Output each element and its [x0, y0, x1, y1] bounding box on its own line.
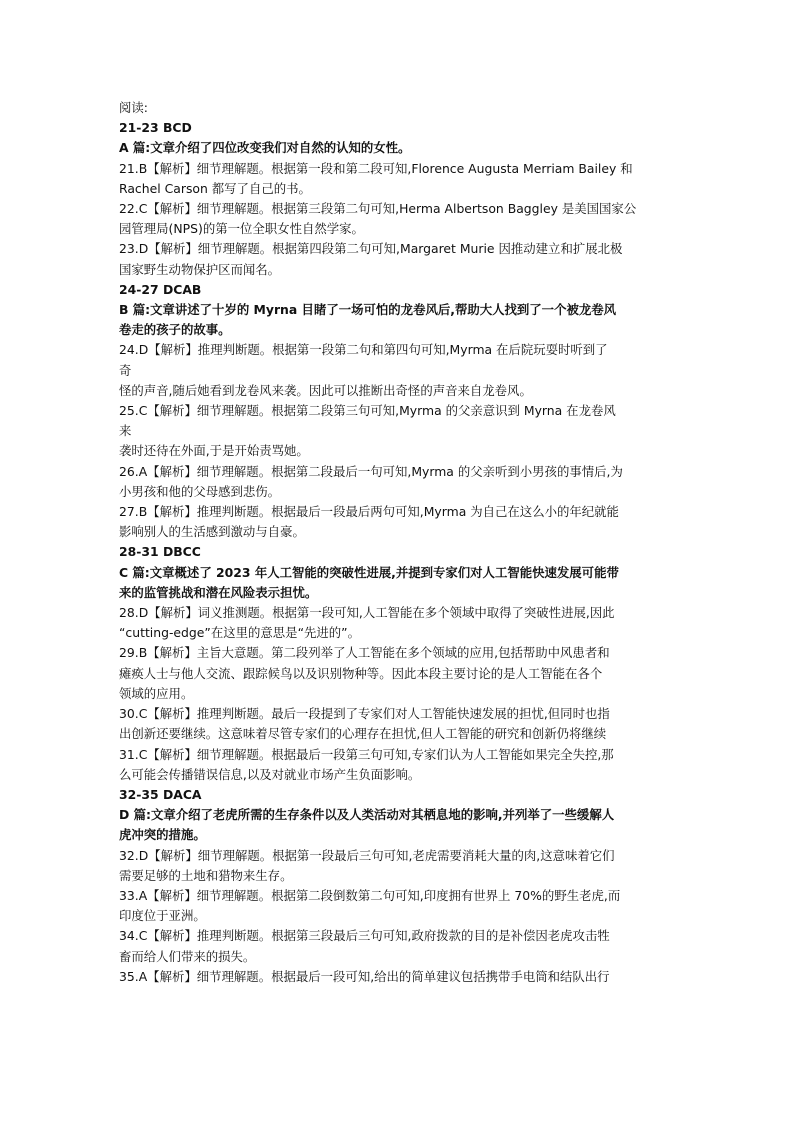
- text-line: 29.B【解析】主旨大意题。第二段列举了人工智能在多个领域的应用,包括帮助中风患者和: [119, 645, 610, 661]
- section-heading-line: 21-23 BCD: [119, 120, 192, 136]
- section-heading-line: 卷走的孩子的故事。: [119, 322, 231, 338]
- section-heading-line: A 篇:文章介绍了四位改变我们对自然的认知的女性。: [119, 140, 411, 156]
- text-line: 26.A【解析】细节理解题。根据第二段最后一句可知,Myrma 的父亲听到小男孩的事情后,为: [119, 463, 623, 479]
- section-heading-line: 来的监管挑战和潜在风险表示担忧。: [119, 584, 318, 600]
- text-line: 怪的声音,随后她看到龙卷风来袭。因此可以推断出奇怪的声音来自龙卷风。: [119, 382, 532, 398]
- section-heading-line: B 篇:文章讲述了十岁的 Myrna 目睹了一场可怕的龙卷风后,帮助大人找到了一个被龙卷风: [119, 302, 617, 318]
- text-line: 31.C【解析】细节理解题。根据最后一段第三句可知,专家们认为人工智能如果完全失控,那: [119, 746, 614, 762]
- text-line: 印度位于亚洲。: [119, 908, 206, 924]
- text-line: 阅读:: [119, 100, 148, 115]
- text-line: 22.C【解析】细节理解题。根据第三段第二句可知,Herma Albertson Baggley 是美国国家公: [119, 201, 637, 217]
- text-line: 出创新还要继续。这意味着尽管专家们的心理存在担忧,但人工智能的研究和创新仍将继续: [119, 726, 607, 742]
- answer-key-document: [119, 98, 679, 987]
- section-heading-line: D 篇:文章介绍了老虎所需的生存条件以及人类活动对其栖息地的影响,并列举了一些缓解人: [119, 807, 615, 823]
- text-line: 园管理局(NPS)的第一位全职女性自然学家。: [119, 221, 364, 237]
- text-line: 25.C【解析】细节理解题。根据第二段第三句可知,Myrma 的父亲意识到 Myrna 在龙卷风: [119, 403, 616, 419]
- section-heading-line: 24-27 DCAB: [119, 281, 202, 297]
- text-line: 33.A【解析】细节理解题。根据第二段倒数第二句可知,印度拥有世界上 70%的野生老虎,而: [119, 887, 621, 903]
- section-heading-line: C 篇:文章概述了 2023 年人工智能的突破性进展,并提到专家们对人工智能快速发展可能带: [119, 564, 619, 580]
- text-line: 领域的应用。: [119, 685, 194, 701]
- text-line: 奇: [119, 362, 132, 378]
- text-line: 畜而给人们带来的损失。: [119, 948, 256, 964]
- text-line: 影响别人的生活感到激动与自豪。: [119, 524, 305, 540]
- section-heading-line: 28-31 DBCC: [119, 544, 201, 560]
- section-heading-line: 虎冲突的措施。: [119, 827, 206, 843]
- text-line: 来: [119, 423, 132, 439]
- text-line: 么可能会传播错误信息,以及对就业市场产生负面影响。: [119, 766, 421, 782]
- text-line: 30.C【解析】推理判断题。最后一段提到了专家们对人工智能快速发展的担忧,但同时也指: [119, 706, 610, 722]
- text-line: 21.B【解析】细节理解题。根据第一段和第二段可知,Florence Augusta Merriam Bailey 和: [119, 160, 633, 176]
- text-line: 34.C【解析】推理判断题。根据第三段最后三句可知,政府拨款的目的是补偿因老虎攻击牲: [119, 928, 610, 944]
- text-line: 23.D【解析】细节理解题。根据第四段第二句可知,Margaret Murie 因推动建立和扩展北极: [119, 241, 623, 257]
- text-line: 24.D【解析】推理判断题。根据第一段第二句和第四句可知,Myrma 在后院玩耍时听到了: [119, 342, 608, 358]
- text-line: 瘫痪人士与他人交流、跟踪候鸟以及识别物种等。因此本段主要讨论的是人工智能在各个: [119, 665, 603, 681]
- text-line: 袭时还待在外面,于是开始责骂她。: [119, 443, 309, 459]
- text-line: 需要足够的土地和猎物来生存。: [119, 867, 293, 883]
- text-line: “cutting-edge”在这里的意思是“先进的”。: [119, 625, 360, 641]
- section-heading-line: 32-35 DACA: [119, 786, 202, 802]
- text-line: 27.B【解析】推理判断题。根据最后一段最后两句可知,Myrma 为自己在这么小的年纪就能: [119, 504, 619, 520]
- text-line: 小男孩和他的父母感到悲伤。: [119, 483, 281, 499]
- text-line: 35.A【解析】细节理解题。根据最后一段可知,给出的简单建议包括携带手电筒和结队出行: [119, 968, 610, 984]
- text-line: 28.D【解析】词义推测题。根据第一段可知,人工智能在多个领域中取得了突破性进展,因此: [119, 605, 615, 621]
- text-line: 32.D【解析】细节理解题。根据第一段最后三句可知,老虎需要消耗大量的肉,这意味着它们: [119, 847, 615, 863]
- text-line: Rachel Carson 都写了自己的书。: [119, 180, 311, 196]
- text-line: 国家野生动物保护区而闻名。: [119, 261, 281, 277]
